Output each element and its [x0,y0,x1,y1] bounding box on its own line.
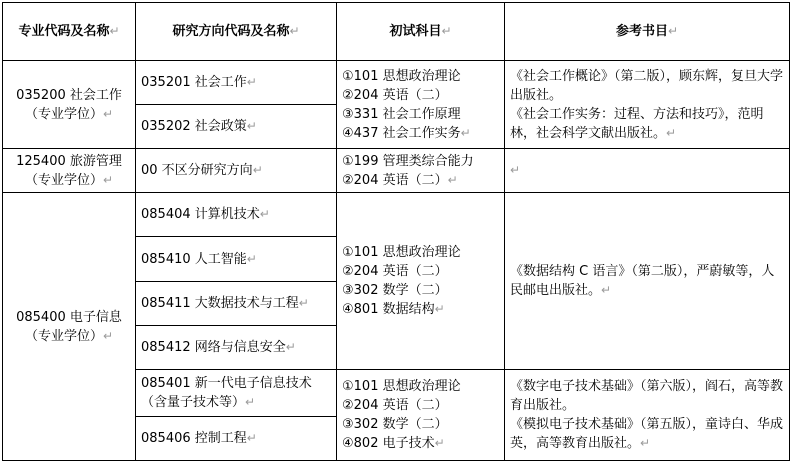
books-cell: 《数字电子技术基础》（第六版），阎石，高等教育出版社。 《模拟电子技术基础》（第五版），童诗白、华成英，高等教育出版社。↵ [505,370,790,461]
direction-cell: 085404 计算机技术↵ [136,193,337,237]
table-row [3,193,790,237]
para-mark-icon: ↵ [601,283,612,297]
direction-cell: 085401 新一代电子信息技术（含量子技术等）↵ [136,370,337,417]
para-mark-icon: ↵ [102,106,114,121]
para-mark-icon: ↵ [285,340,296,354]
para-mark-icon: ↵ [289,24,300,38]
direction-cell: 085410 人工智能↵ [136,237,337,282]
subjects-cell: ①101 思想政治理论 ②204 英语（二） ③302 数学（二） ④802 电子技术↵ [337,370,505,461]
para-mark-icon: ↵ [510,163,521,177]
table-row [3,61,790,105]
para-mark-icon: ↵ [460,125,471,140]
major-cell: 085400 电子信息 （专业学位）↵ [3,193,136,461]
header-books: 参考书目↵ [505,3,790,61]
major-cell: 035200 社会工作 （专业学位）↵ [3,61,136,149]
para-mark-icon: ↵ [246,251,257,266]
subjects-cell: ①199 管理类综合能力 ②204 英语（二）↵ [337,149,505,193]
direction-cell: 085412 网络与信息安全↵ [136,326,337,370]
para-mark-icon: ↵ [246,431,257,445]
para-mark-icon: ↵ [447,172,458,187]
para-mark-icon: ↵ [246,119,257,133]
header-major: 专业代码及名称↵ [3,3,136,61]
para-mark-icon: ↵ [298,296,309,310]
para-mark-icon: ↵ [109,24,120,38]
direction-cell: 085406 控制工程↵ [136,417,337,461]
para-mark-icon: ↵ [252,163,263,177]
table-row [3,149,790,193]
header-row [3,3,790,61]
para-mark-icon: ↵ [434,302,445,316]
subjects-cell: ①101 思想政治理论 ②204 英语（二） ③302 数学（二） ④801 数据结构↵ [337,193,505,370]
para-mark-icon: ↵ [441,24,452,38]
para-mark-icon: ↵ [640,436,651,450]
para-mark-icon: ↵ [102,328,114,343]
admissions-table [2,2,790,461]
para-mark-icon: ↵ [245,395,256,409]
para-mark-icon: ↵ [102,172,114,187]
direction-cell: 085411 大数据技术与工程↵ [136,282,337,326]
para-mark-icon: ↵ [666,125,677,140]
books-cell [505,149,790,193]
para-mark-icon: ↵ [259,207,270,221]
books-cell: 《社会工作概论》（第二版），顾东辉，复旦大学出版社。 《社会工作实务：过程、方法和技巧》，范明林，社会科学文献出版社。↵ [505,61,790,149]
major-cell: 125400 旅游管理 （专业学位）↵ [3,149,136,193]
para-mark-icon: ↵ [246,75,257,89]
direction-cell: 00 不区分研究方向↵ [136,149,337,193]
header-direction: 研究方向代码及名称↵ [136,3,337,61]
para-mark-icon: ↵ [434,436,445,450]
direction-cell: 035202 社会政策↵ [136,105,337,149]
subjects-cell: ①101 思想政治理论 ②204 英语（二） ③331 社会工作原理 ④437 社会工作实务↵ [337,61,505,149]
para-mark-icon: ↵ [667,24,679,38]
books-cell: 《数据结构 C 语言》（第二版），严蔚敏等，人民邮电出版社。↵ [505,193,790,370]
header-subjects: 初试科目↵ [337,3,505,61]
direction-cell: 035201 社会工作↵ [136,61,337,105]
